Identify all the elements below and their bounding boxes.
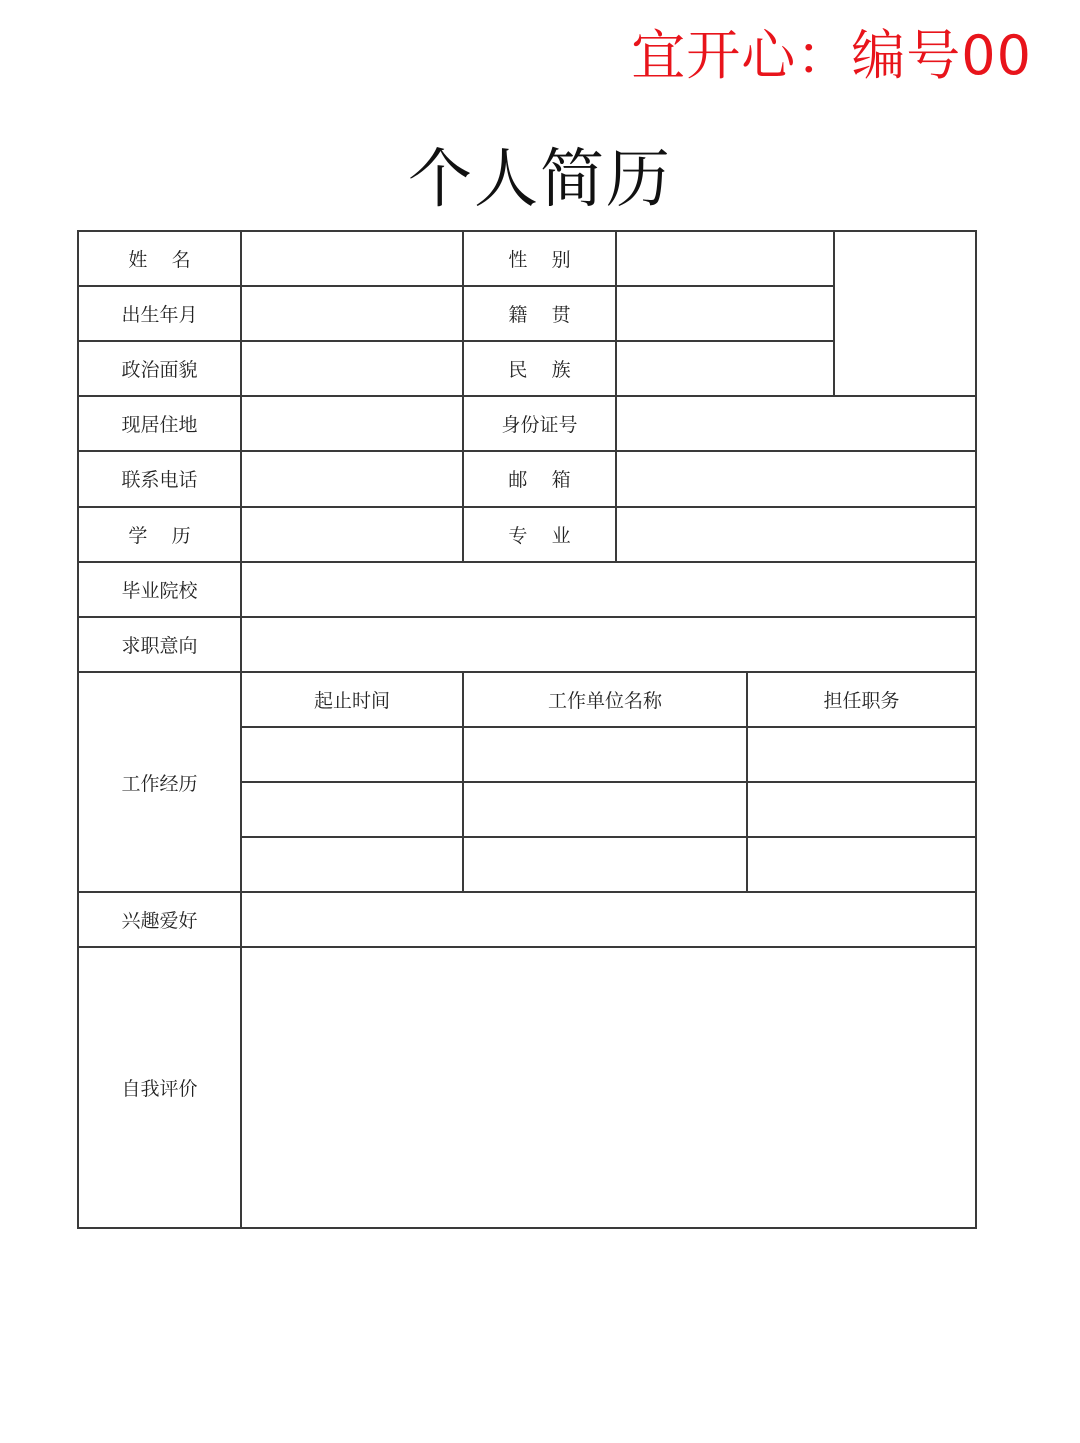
label-hobbies: 兴趣爱好 <box>78 892 241 947</box>
value-residence[interactable] <box>241 396 463 451</box>
label-phone: 联系电话 <box>78 451 241 506</box>
label-residence: 现居住地 <box>78 396 241 451</box>
label-school: 毕业院校 <box>78 562 241 617</box>
value-email[interactable] <box>616 451 976 506</box>
label-political-status: 政治面貌 <box>78 341 241 396</box>
value-native-place[interactable] <box>616 286 834 341</box>
value-education[interactable] <box>241 507 463 562</box>
work-employer-cell[interactable] <box>463 837 747 892</box>
value-id-number[interactable] <box>616 396 976 451</box>
resume-form-table <box>77 230 977 1229</box>
label-gender: 性 别 <box>463 231 616 286</box>
value-gender[interactable] <box>616 231 834 286</box>
work-employer-cell[interactable] <box>463 727 747 782</box>
work-position-cell[interactable] <box>747 727 976 782</box>
row-education <box>78 507 976 562</box>
label-self-evaluation: 自我评价 <box>78 947 241 1228</box>
value-self-evaluation[interactable] <box>241 947 976 1228</box>
value-phone[interactable] <box>241 451 463 506</box>
row-hobbies <box>78 892 976 947</box>
label-job-intention: 求职意向 <box>78 617 241 672</box>
work-period-cell[interactable] <box>241 727 463 782</box>
label-ethnicity: 民 族 <box>463 341 616 396</box>
work-position-cell[interactable] <box>747 837 976 892</box>
value-hobbies[interactable] <box>241 892 976 947</box>
row-job-intention <box>78 617 976 672</box>
page-title: 个人简历 <box>408 143 672 217</box>
label-name: 姓 名 <box>78 231 241 286</box>
label-education: 学 历 <box>78 507 241 562</box>
label-birth: 出生年月 <box>78 286 241 341</box>
work-period-cell[interactable] <box>241 837 463 892</box>
value-job-intention[interactable] <box>241 617 976 672</box>
label-work-history: 工作经历 <box>78 672 241 892</box>
work-header-period: 起止时间 <box>241 672 463 727</box>
row-self-evaluation <box>78 947 976 1228</box>
value-school[interactable] <box>241 562 976 617</box>
row-name <box>78 231 976 286</box>
label-native-place: 籍 贯 <box>463 286 616 341</box>
watermark-serial: 宜开心：编号00 <box>631 24 1032 87</box>
value-name[interactable] <box>241 231 463 286</box>
row-work-header <box>78 672 976 727</box>
value-birth[interactable] <box>241 286 463 341</box>
work-header-employer: 工作单位名称 <box>463 672 747 727</box>
row-school <box>78 562 976 617</box>
label-id-number: 身份证号 <box>463 396 616 451</box>
row-residence <box>78 396 976 451</box>
value-ethnicity[interactable] <box>616 341 834 396</box>
label-email: 邮 箱 <box>463 451 616 506</box>
label-major: 专 业 <box>463 507 616 562</box>
work-period-cell[interactable] <box>241 782 463 837</box>
value-political-status[interactable] <box>241 341 463 396</box>
value-major[interactable] <box>616 507 976 562</box>
work-header-position: 担任职务 <box>747 672 976 727</box>
work-position-cell[interactable] <box>747 782 976 837</box>
work-employer-cell[interactable] <box>463 782 747 837</box>
row-phone <box>78 451 976 506</box>
photo-box[interactable] <box>834 231 976 396</box>
